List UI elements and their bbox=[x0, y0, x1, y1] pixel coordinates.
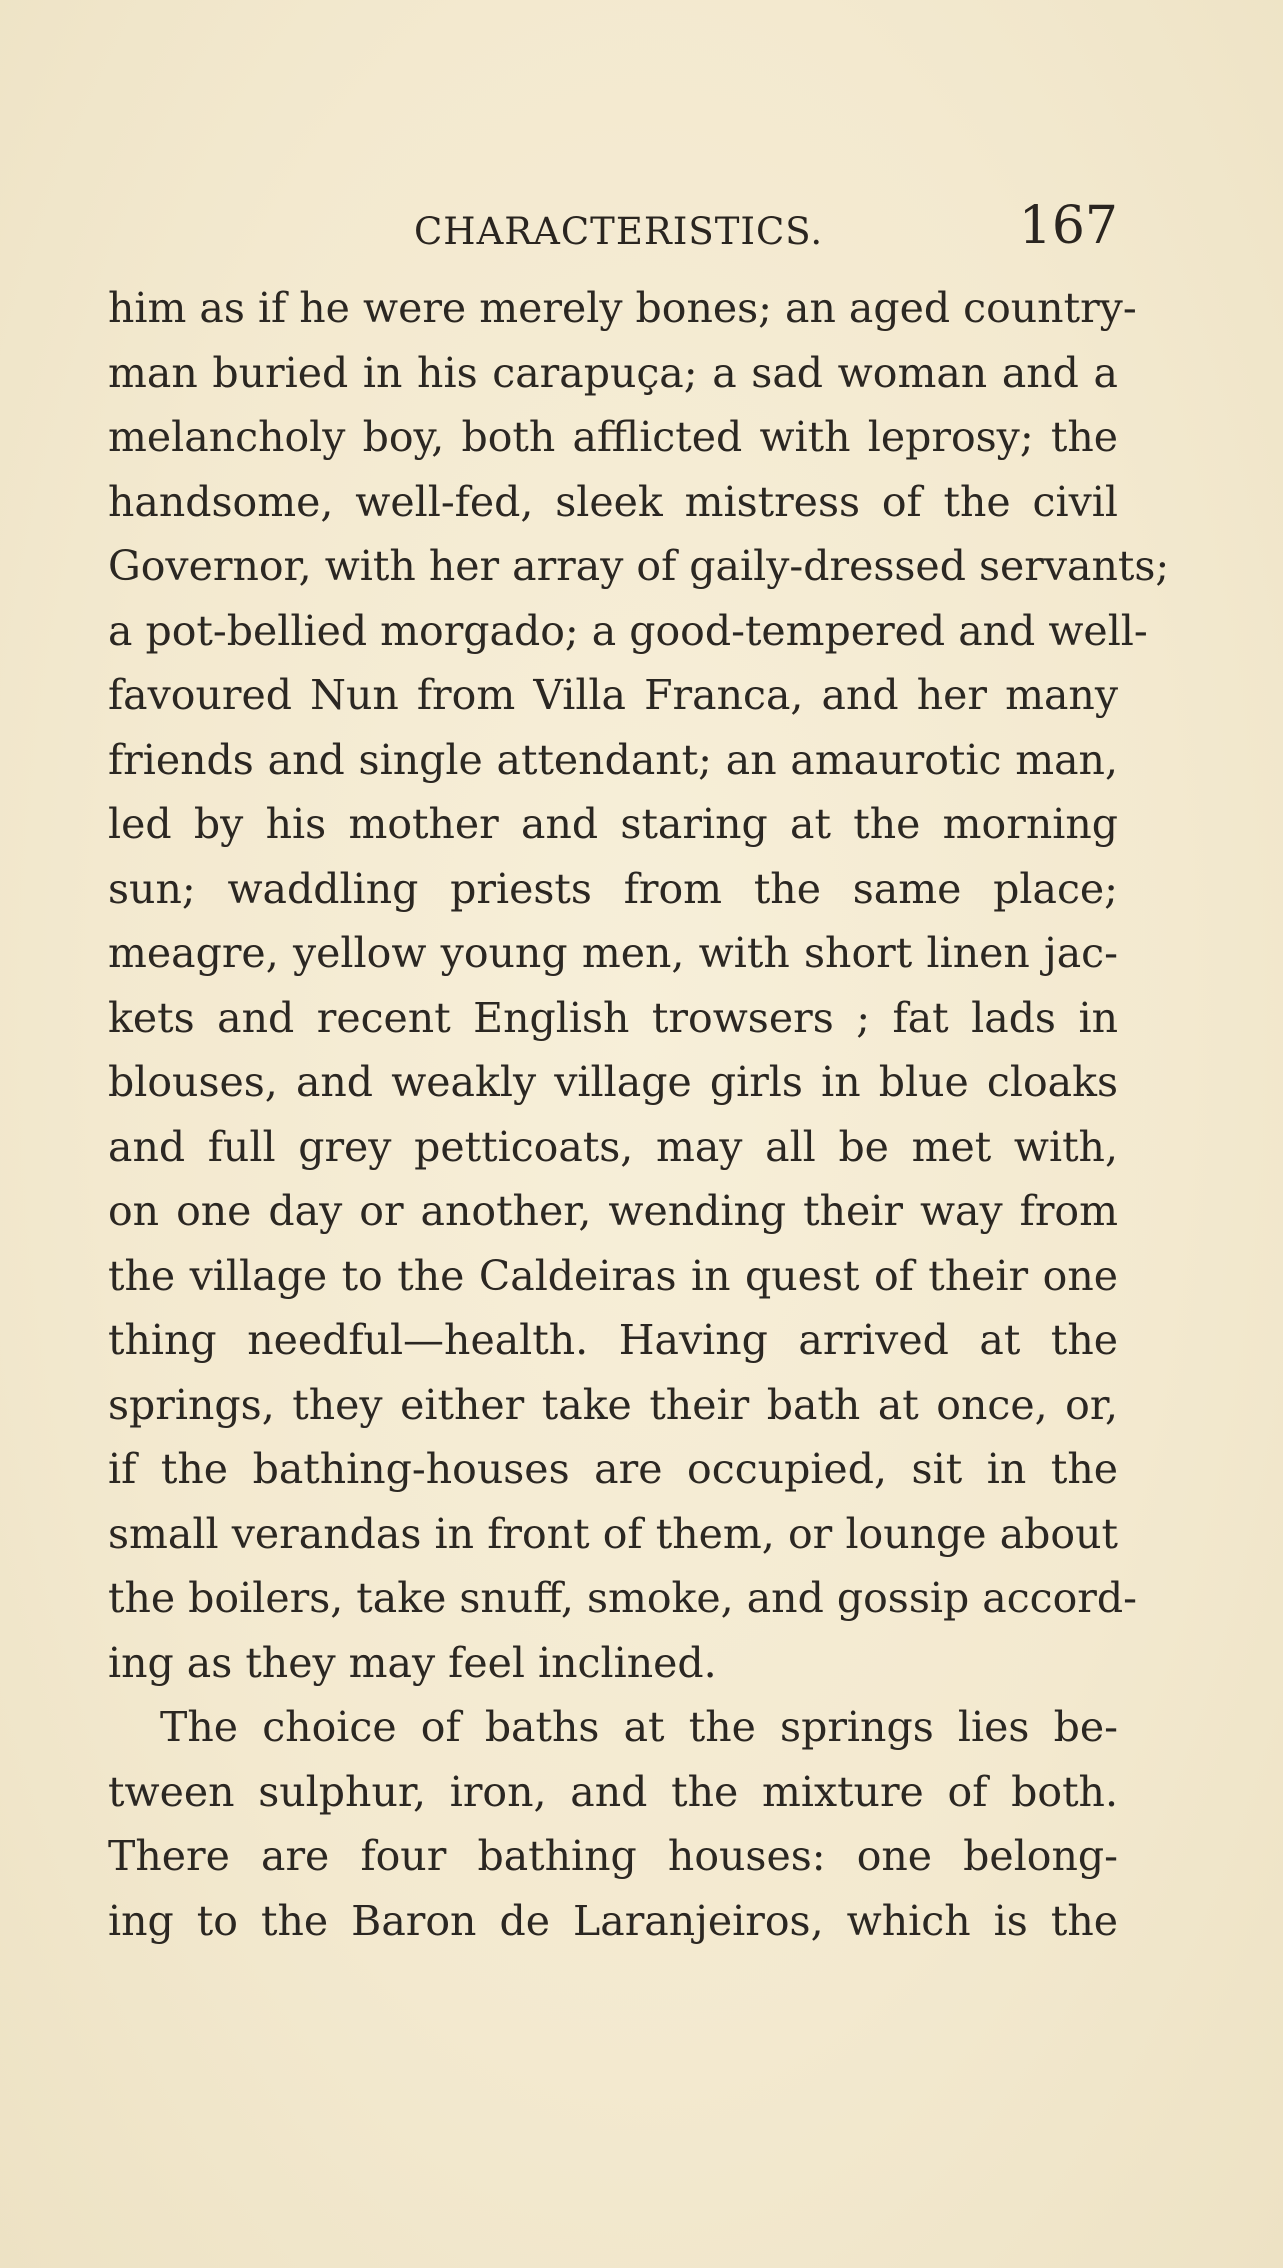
text-line: on one day or another, wending their way from bbox=[108, 1187, 1118, 1235]
page-number: 167 bbox=[1018, 196, 1118, 256]
text-line: meagre, yellow young men, with short linen jac- bbox=[108, 929, 1118, 977]
text-line: the boilers, take snuff, smoke, and gossip accord- bbox=[108, 1574, 1138, 1622]
text-line: if the bathing-houses are occupied, sit in the bbox=[108, 1445, 1118, 1493]
text-line: tween sulphur, iron, and the mixture of both. bbox=[108, 1767, 1118, 1816]
text-line: ing to the Baron de Laranjeiros, which is the bbox=[108, 1896, 1118, 1945]
text-line: and full grey petticoats, may all be met with, bbox=[108, 1122, 1118, 1171]
text-line: sun; waddling priests from the same place; bbox=[108, 864, 1118, 913]
text-line: springs, they either take their bath at once, or, bbox=[108, 1380, 1118, 1429]
text-line: There are four bathing houses: one belong- bbox=[108, 1832, 1118, 1880]
text-line: the village to the Caldeiras in quest of their one bbox=[108, 1251, 1118, 1300]
text-line: thing needful—health. Having arrived at the bbox=[108, 1316, 1118, 1364]
text-line: blouses, and weakly village girls in blue cloaks bbox=[108, 1058, 1118, 1106]
text-line: man buried in his carapuça; a sad woman and a bbox=[108, 348, 1118, 397]
paragraph-end-line: ing as they may feel inclined. bbox=[108, 1638, 717, 1687]
text-line: a pot-bellied morgado; a good-tempered and well- bbox=[108, 606, 1148, 655]
text-line: him as if he were merely bones; an aged country- bbox=[108, 284, 1137, 332]
text-line: small verandas in front of them, or lounge about bbox=[108, 1509, 1118, 1558]
text-line: favoured Nun from Villa Franca, and her many bbox=[108, 671, 1118, 719]
text-line: led by his mother and staring at the morning bbox=[108, 800, 1118, 848]
body-text bbox=[108, 276, 1170, 1953]
text-line: handsome, well-fed, sleek mistress of the civil bbox=[108, 477, 1118, 526]
text-line: kets and recent English trowsers ; fat lads in bbox=[108, 993, 1118, 1042]
text-line: melancholy boy, both afflicted with leprosy; the bbox=[108, 413, 1118, 461]
text-line: friends and single attendant; an amaurotic man, bbox=[108, 735, 1118, 784]
running-title: CHARACTERISTICS. bbox=[414, 210, 824, 253]
paragraph-start-line: The choice of baths at the springs lies be- bbox=[160, 1703, 1118, 1751]
page-header bbox=[108, 196, 1118, 266]
text-line: Governor, with her array of gaily-dressed servants; bbox=[108, 542, 1170, 590]
